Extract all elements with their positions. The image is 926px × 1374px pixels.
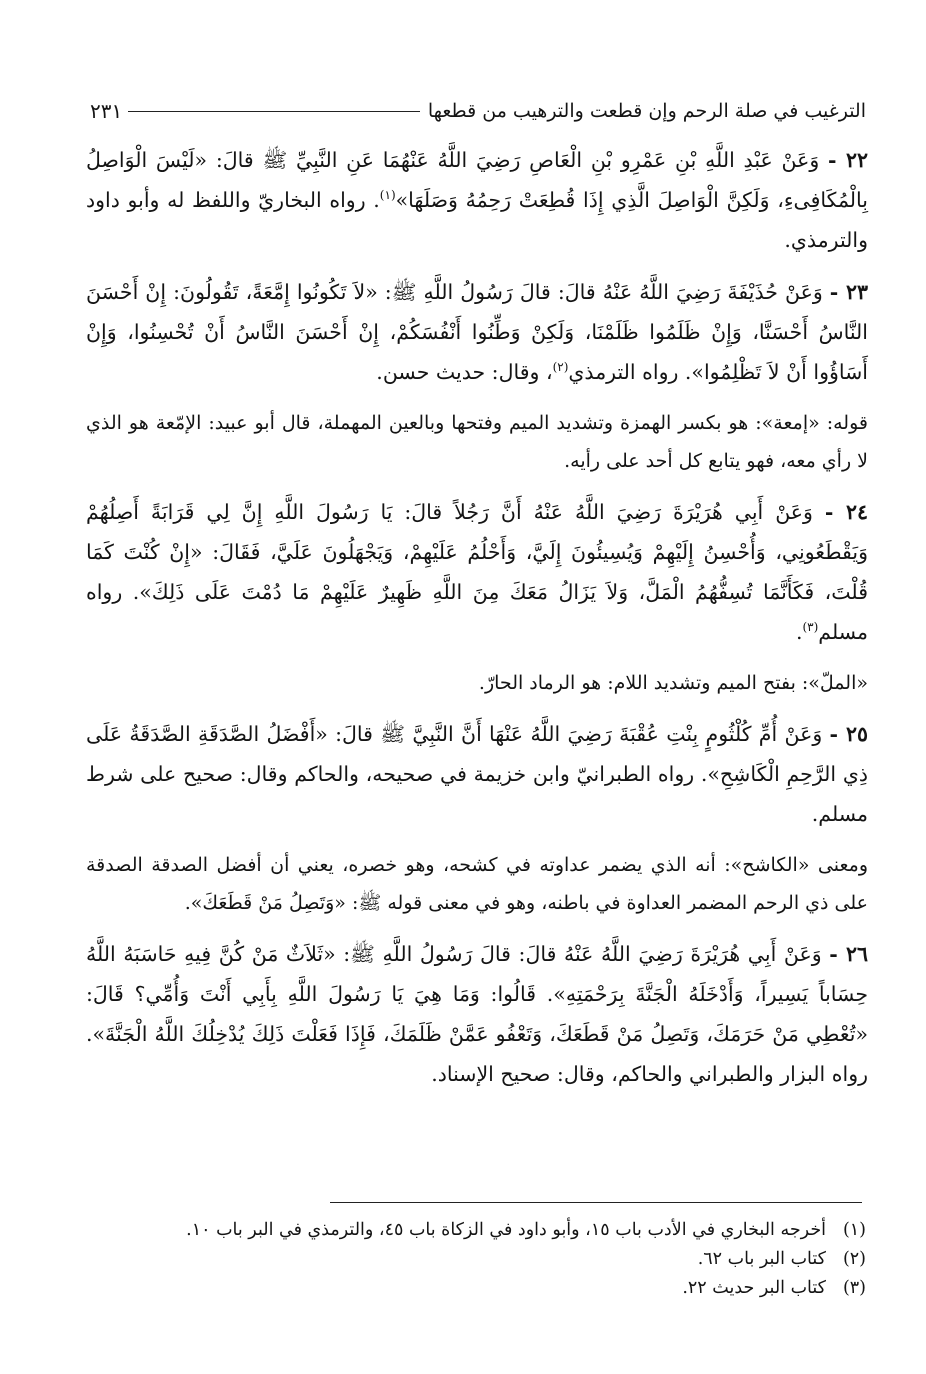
gloss-mall bbox=[86, 664, 868, 702]
body-text bbox=[86, 140, 868, 1106]
hadith-number: ٢٣ - bbox=[829, 280, 868, 304]
hadith-text: وَعَنْ حُذَيْفَةَ رَضِيَ اللَّهُ عَنْهُ قالَ: قالَ رَسُولُ اللَّهِ ﷺ: «لاَ تَكُونُوا إِمَّعَةً، تَقُولُونَ: إِنْ أَحْسَنَ النَّاسُ أَحْسَنَّا، وَإِنْ ظَلَمُوا ظَلَمْنَا، وَلَكِنْ وَطِّنُوا أَنْفُسَكُمْ، إِنْ أَحْسَنَ النَّاسُ أَنْ تُحْسِنُوا، وَإِنْ أَسَاؤُوا أَنْ لاَ تَظْلِمُوا». رواه الترمذي bbox=[86, 280, 868, 384]
footnote-1 bbox=[100, 1216, 866, 1245]
footnotes bbox=[100, 1216, 866, 1303]
footnote-separator bbox=[330, 1202, 862, 1203]
hadith-number: ٢٤ - bbox=[824, 500, 868, 524]
gloss-text: قوله: «إمعة»: هو بكسر الهمزة وتشديد الميم وفتحها وبالعين المهملة، قال أبو عبيد: الإمّعة هو الذي لا رأي معه، فهو يتابع كل أحد على رأيه. bbox=[86, 412, 868, 472]
hadith-source: . رواه البخاريّ واللفظ له وأبو داود والترمذي. bbox=[86, 188, 868, 252]
hadith-text: وَعَنْ عَبْدِ اللَّهِ بْنِ عَمْرِو بْنِ الْعَاصِ رَضِيَ اللَّهُ عَنْهُمَا عَنِ النَّبِيِّ ﷺ قالَ: «لَيْسَ الْوَاصِلُ بِالْمُكَافِىءِ، وَلَكِنَّ الْوَاصِلَ الَّذِي إِذَا قُطِعَتْ رَحِمُهُ وَصَلَهَا» bbox=[86, 148, 868, 212]
footnote-reference: (١) bbox=[379, 188, 396, 203]
hadith-number: ٢٦ - bbox=[829, 942, 868, 966]
footnote-text: كتاب البر باب ٦٢. bbox=[697, 1249, 826, 1269]
hadith-24 bbox=[86, 492, 868, 652]
page-number: ٢٣١ bbox=[90, 99, 123, 123]
hadith-number: ٢٥ - bbox=[829, 722, 868, 746]
footnote-text: أخرجه البخاري في الأدب باب ١٥، وأبو داود في الزكاة باب ٤٥، والترمذي في البر باب ١٠. bbox=[186, 1220, 826, 1240]
hadith-source: ، وقال: حديث حسن. bbox=[376, 360, 553, 384]
footnote-2 bbox=[100, 1245, 866, 1274]
hadith-26 bbox=[86, 934, 868, 1094]
footnote-3 bbox=[100, 1274, 866, 1303]
running-header-title: الترغيب في صلة الرحم وإن قطعت والترهيب من قطعها bbox=[427, 100, 866, 122]
hadith-text: وَعَنْ أَبِي هُرَيْرَةَ رَضِيَ اللَّهُ عَنْهُ قالَ: قالَ رَسُولُ اللَّهِ ﷺ: «ثَلاَثٌ مَنْ كُنَّ فِيهِ حَاسَبَهُ اللَّهُ حِسَاباً يَسِيراً، وَأَدْخَلَهُ الْجَنَّةَ بِرَحْمَتِهِ». قَالُوا: وَمَا هِيَ يَا رَسُولَ اللَّهِ بِأَبِي أَنْتَ وَأُمِّي؟ قَالَ: «تُعْطِي مَنْ حَرَمَكَ، وَتَصِلُ مَنْ قَطَعَكَ، وَتَعْفُو عَمَّنْ ظَلَمَكَ، فَإِذَا فَعَلْتَ ذَلِكَ يُدْخِلُكَ اللَّهُ الْجَنَّةَ». رواه البزار والطبراني والحاكم، وقال: صحيح الإسناد. bbox=[86, 942, 868, 1086]
hadith-22 bbox=[86, 140, 868, 260]
footnote-reference: (٣) bbox=[802, 620, 819, 635]
footnote-reference: (٢) bbox=[552, 360, 569, 375]
gloss-text: ومعنى «الكاشح»: أنه الذي يضمر عداوته في كشحه، وهو خصره، يعني أن أفضل الصدقة الصدقة على ذي الرحم المضمر العداوة في باطنه، وهو في معنى قوله ﷺ: «وَتَصِلُ مَنْ قَطَعَكَ». bbox=[86, 854, 868, 914]
footnote-number: (٢) bbox=[842, 1249, 866, 1269]
running-header bbox=[90, 96, 866, 126]
running-header-rule bbox=[128, 111, 420, 112]
footnote-number: (٣) bbox=[842, 1278, 866, 1298]
hadith-number: ٢٢ - bbox=[828, 148, 868, 172]
gloss-text: «الملّ»: بفتح الميم وتشديد اللام: هو الرماد الحارّ. bbox=[478, 672, 868, 694]
gloss-imma bbox=[86, 404, 868, 480]
hadith-23 bbox=[86, 272, 868, 392]
footnote-number: (١) bbox=[842, 1220, 866, 1240]
footnote-text: كتاب البر حديث ٢٢. bbox=[682, 1278, 826, 1298]
hadith-source: . bbox=[795, 620, 803, 644]
gloss-kashih bbox=[86, 846, 868, 922]
hadith-25 bbox=[86, 714, 868, 834]
hadith-text: وَعَنْ أَبِي هُرَيْرَةَ رَضِيَ اللَّهُ عَنْهُ أَنَّ رَجُلاً قالَ: يَا رَسُولَ اللَّهِ إِنَّ لِي قَرَابَةً أَصِلُهُمْ وَيَقْطَعُونِي، وَأُحْسِنُ إِلَيْهِمْ وَيُسِيئُونَ إِلَيَّ، وَأَحْلُمُ عَلَيْهِمْ، وَيَجْهَلُونَ عَلَيَّ، فَقَالَ: «إِنْ كُنْتَ كَمَا قُلْتَ، فَكَأَنَّمَا تُسِفُّهُمُ الْمَلَّ، وَلاَ يَزَالُ مَعَكَ مِنَ اللَّهِ ظَهِيرٌ عَلَيْهِمْ مَا دُمْتَ عَلَى ذَلِكَ». رواه مسلم bbox=[86, 500, 868, 644]
hadith-text: وَعَنْ أُمِّ كُلْثُومٍ بِنْتِ عُقْبَةَ رَضِيَ اللَّهُ عَنْهَا أَنَّ النَّبِيَّ ﷺ قالَ: «أَفْضَلُ الصَّدَقَةِ الصَّدَقَةُ عَلَى ذِي الرَّحِمِ الْكَاشِحِ». رواه الطبرانيّ وابن خزيمة في صحيحه، والحاكم وقال: صحيح على شرط مسلم. bbox=[86, 722, 868, 826]
